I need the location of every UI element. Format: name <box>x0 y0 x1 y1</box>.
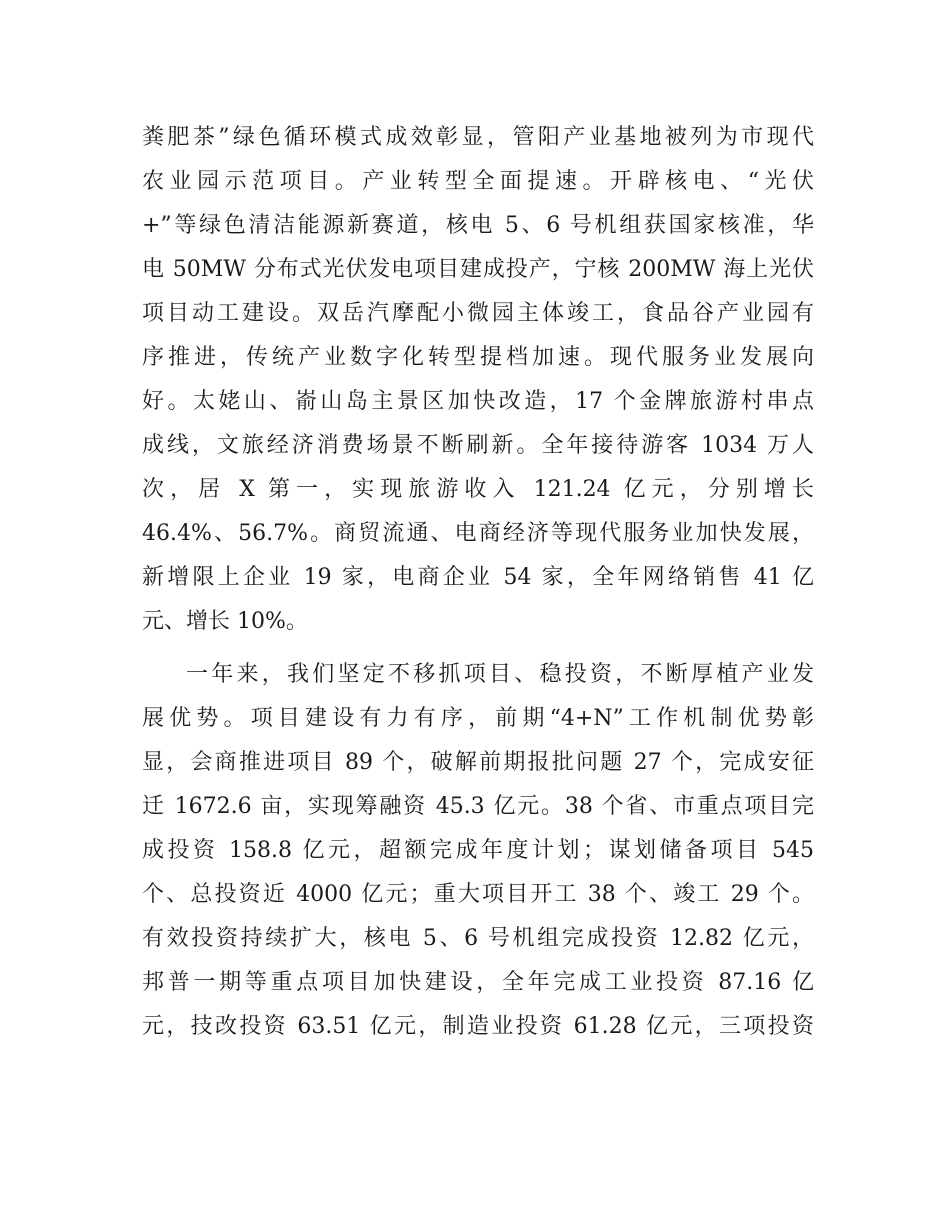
text-line: 迁 1672.6 亩，实现筹融资 45.3 亿元。38 个省、市重点项目完 <box>142 794 814 819</box>
text-line: 元，技改投资 63.51 亿元，制造业投资 61.28 亿元，三项投资 <box>142 1014 814 1039</box>
text-line: 粪肥茶”绿色循环模式成效彰显，管阳产业基地被列为市现代 <box>142 125 814 150</box>
text-line: 有效投资持续扩大，核电 5、6 号机组完成投资 12.82 亿元， <box>142 926 814 951</box>
paragraph-2 <box>142 653 814 1049</box>
text-line: 新增限上企业 19 家，电商企业 54 家，全年网络销售 41 亿 <box>142 565 814 590</box>
text-line: 次，居 X 第一，实现旅游收入 121.24 亿元，分别增长 <box>142 477 814 502</box>
text-line: 序推进，传统产业数字化转型提档加速。现代服务业发展向 <box>142 345 814 370</box>
text-line: 成投资 158.8 亿元，超额完成年度计划；谋划储备项目 545 <box>142 838 814 863</box>
paragraph-1 <box>142 116 814 644</box>
document-body <box>142 116 814 1049</box>
text-line: 好。太姥山、嵛山岛主景区加快改造，17 个金牌旅游村串点 <box>142 389 814 414</box>
text-line: 个、总投资近 4000 亿元；重大项目开工 38 个、竣工 29 个。 <box>142 882 814 907</box>
text-line: 电 50MW 分布式光伏发电项目建成投产，宁核 200MW 海上光伏 <box>142 257 814 282</box>
text-line: 成线，文旅经济消费场景不断刷新。全年接待游客 1034 万人 <box>142 433 814 458</box>
text-line: +”等绿色清洁能源新赛道，核电 5、6 号机组获国家核准，华 <box>142 213 814 238</box>
text-line: 元、增长 10%。 <box>142 609 308 634</box>
paragraph-spacer <box>142 644 814 653</box>
text-line: 农业园示范项目。产业转型全面提速。开辟核电、“光伏 <box>142 169 814 194</box>
text-line: 一年来，我们坚定不移抓项目、稳投资，不断厚植产业发 <box>186 662 814 687</box>
text-line: 显，会商推进项目 89 个，破解前期报批问题 27 个，完成安征 <box>142 750 814 775</box>
text-line: 邦普一期等重点项目加快建设，全年完成工业投资 87.16 亿 <box>142 970 814 995</box>
text-line: 46.4%、56.7%。商贸流通、电商经济等现代服务业加快发展， <box>142 521 814 546</box>
text-line: 项目动工建设。双岳汽摩配小微园主体竣工，食品谷产业园有 <box>142 301 814 326</box>
text-line: 展优势。项目建设有力有序，前期“4+N”工作机制优势彰 <box>142 706 814 731</box>
